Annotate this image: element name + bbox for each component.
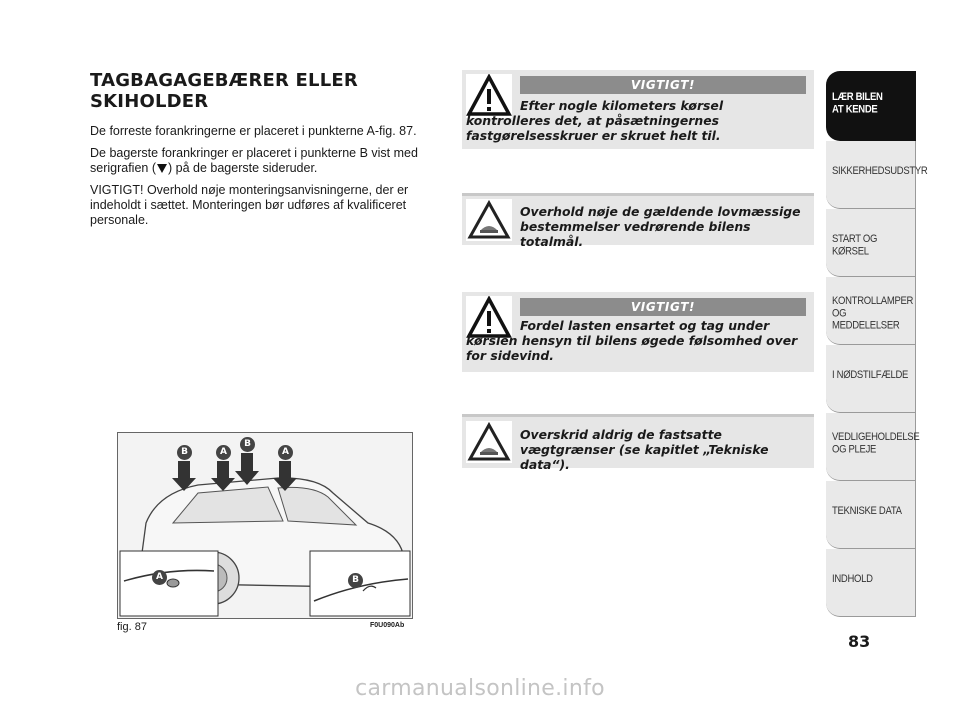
main-text-column bbox=[90, 70, 435, 235]
tab-i-nodstilfaelde[interactable] bbox=[826, 345, 916, 413]
tab-label: INDHOLD bbox=[832, 573, 873, 586]
tab-label: LÆR BILEN AT KENDE bbox=[832, 91, 883, 116]
tab-label: TEKNISKE DATA bbox=[832, 505, 902, 518]
road-caution-icon bbox=[466, 421, 512, 463]
road-caution-icon bbox=[466, 199, 512, 241]
down-triangle-icon bbox=[157, 164, 167, 173]
inset-marker-a: A bbox=[152, 570, 167, 585]
marker-a: A bbox=[216, 445, 231, 460]
note-banner: VIGTIGT! bbox=[520, 76, 806, 94]
inset-marker-b: B bbox=[348, 573, 363, 588]
note-caution-4 bbox=[462, 414, 814, 472]
figure-code: F0U090Ab bbox=[370, 622, 405, 629]
tab-label: I NØDSTILFÆLDE bbox=[832, 369, 909, 382]
paragraph-rear-anchors-b: ) på de bagerste sideruder. bbox=[168, 161, 318, 175]
note-warning-1 bbox=[462, 70, 814, 149]
note-divider bbox=[462, 414, 814, 417]
tab-label: VEDLIGEHOLDELSE OG PLEJE bbox=[832, 431, 920, 456]
note-warning-3 bbox=[462, 292, 814, 372]
tab-sikkerhedsudstyr[interactable] bbox=[826, 141, 928, 209]
figure-roof-rack-anchors bbox=[117, 432, 413, 619]
paragraph-rear-anchors bbox=[90, 146, 435, 176]
tab-vedligeholdelse[interactable] bbox=[826, 413, 920, 481]
page-number: 83 bbox=[848, 632, 871, 651]
car-illustration bbox=[118, 433, 412, 618]
marker-b: B bbox=[240, 437, 255, 452]
tab-start-og-korsel[interactable] bbox=[826, 209, 916, 277]
tab-indhold[interactable] bbox=[826, 549, 916, 617]
marker-a: A bbox=[278, 445, 293, 460]
section-title: TAGBAGAGEBÆRER ELLER SKIHOLDER bbox=[90, 70, 358, 112]
figure-caption: fig. 87 bbox=[117, 621, 147, 633]
paragraph-front-anchors: De forreste forankringerne er placeret i punkterne A-fig. 87. bbox=[90, 124, 417, 138]
tab-label: KONTROLLAMPER OG MEDDELELSER bbox=[832, 295, 914, 332]
paragraph-important: VIGTIGT! Overhold nøje monteringsanvisningerne, der er indeholdt i sættet. Monteringen bør udføres af kvalificeret personale. bbox=[90, 183, 409, 227]
tab-laer-bilen-at-kende[interactable] bbox=[826, 71, 916, 141]
note-text: Efter nogle kilometers kørsel kontrolleres det, at påsætningernes fastgørelsesskruer er skruet helt til. bbox=[466, 98, 724, 143]
note-text: Overhold nøje de gældende lovmæssige bestemmelser vedrørende bilens totalmål. bbox=[520, 204, 801, 249]
note-text: Fordel lasten ensartet og tag under kørslen hensyn til bilens øgede følsomhed over for sidevind. bbox=[466, 318, 798, 363]
tab-tekniske-data[interactable] bbox=[826, 481, 916, 549]
marker-b: B bbox=[177, 445, 192, 460]
tab-label: START OG KØRSEL bbox=[832, 233, 878, 258]
paragraph-rear-anchors-a: De bagerste forankringer er placeret i punkterne B vist med serigrafien ( bbox=[90, 146, 418, 175]
note-banner: VIGTIGT! bbox=[520, 298, 806, 316]
note-divider bbox=[462, 193, 814, 196]
note-text: Overskrid aldrig de fastsatte vægtgrænser (se kapitlet „Tekniske data“). bbox=[520, 427, 769, 472]
watermark: carmanualsonline.info bbox=[355, 676, 605, 701]
tab-label: SIKKERHEDSUDSTYR bbox=[832, 165, 928, 178]
tab-kontrollamper[interactable] bbox=[826, 277, 916, 345]
note-caution-2 bbox=[462, 193, 814, 249]
